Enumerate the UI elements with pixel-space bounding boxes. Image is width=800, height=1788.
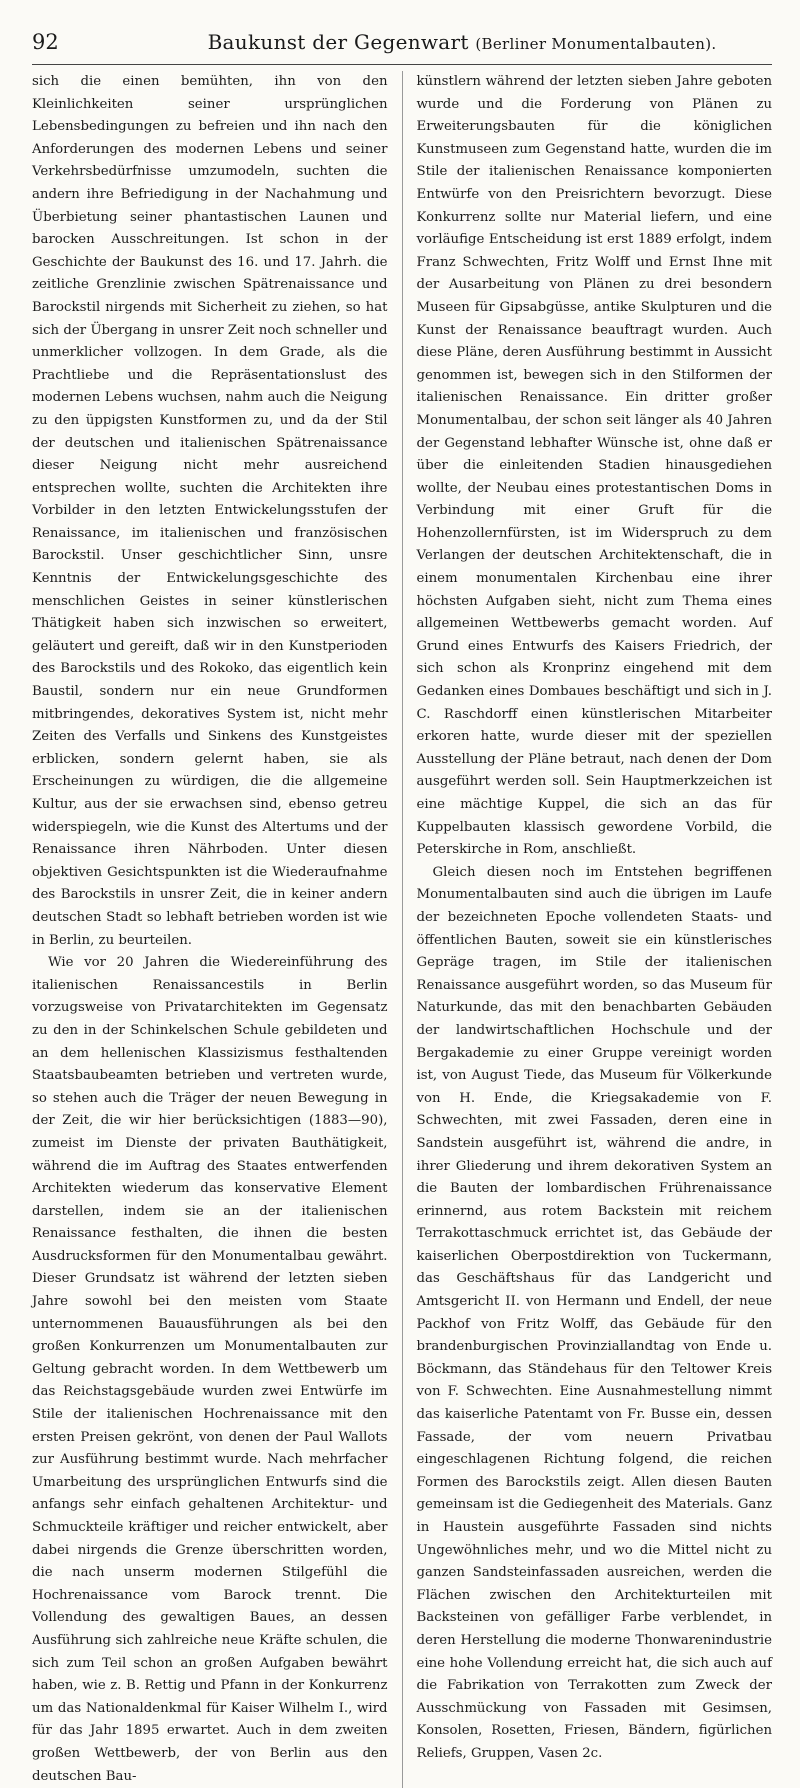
paragraph: sich die einen bemühten, ihn von den Kleinlichkeiten seiner ursprünglichen Lebensbedingungen zu befreien und ihn nach den Anforderungen des modernen Lebens und seiner Verkehrsbedürfnisse umzumodeln, suchten die andern ihre Befriedigung in der Nachahmung und Überbietung seiner phantastischen Launen und barocken Ausschreitungen. Ist schon in der Geschichte der Baukunst des 16. und 17. Jahrh. die zeitliche Grenzlinie zwischen Spätrenaissance und Barockstil nirgends mit Sicherheit zu ziehen, so hat sich der Übergang in unsrer Zeit noch schneller und unmerklicher vollzogen. In dem Grade, als die Prachtliebe und die Repräsentationslust des modernen Lebens wuchsen, nahm auch die Neigung zu den üppigsten Kunstformen zu, und da der Stil der deutschen und italienischen Spätrenaissance dieser Neigung nicht mehr ausreichend entsprechen wollte, suchten die Architekten ihre Vorbilder in den letzten Entwickelungsstufen der Renaissance, im italienischen und französischen Barockstil. Unser geschichtlicher Sinn, unsre Kenntnis der Entwickelungsgeschichte des menschlichen Geistes in seiner künstlerischen Thätigkeit haben sich inzwischen so erweitert, geläutert und gereift, daß wir in den Kunstperioden des Barockstils und des Rokoko, das eigentlich kein Baustil, sondern nur ein neue Grundformen mitbringendes, dekoratives System ist, nicht mehr Zeiten des Verfalls und Sinkens des Kunstgeistes erblicken, sondern gelernt haben, sie als Erscheinungen zu würdigen, die die allgemeine Kultur, aus der sie erwachsen sind, ebenso getreu widerspiegeln, wie die Kunst des Altertums und der Renaissance ihren Nährboden. Unter diesen objektiven Gesichtspunkten ist die Wiederaufnahme des Barockstils in unsrer Zeit, die in keiner andern deutschen Stadt so lebhaft betrieben worden ist wie in Berlin, zu beurteilen.: [32, 74, 388, 948]
right-column: [417, 71, 773, 1788]
paragraph: Gleich diesen noch im Entstehen begriffenen Monumentalbauten sind auch die übrigen im Laufe der bezeichneten Epoche vollendeten Staats- und öffentlichen Bauten, soweit sie ein künstlerisches Gepräge tragen, im Stile der italienischen Renaissance ausgeführt worden, so das Museum für Naturkunde, das mit den benachbarten Gebäuden der landwirtschaftlichen Hochschule und der Bergakademie zu einer Gruppe vereinigt worden ist, von August Tiede, das Museum für Völkerkunde von H. Ende, die Kriegsakademie von F. Schwechten, mit zwei Fassaden, deren eine in Sandstein ausgeführt ist, während die andre, in ihrer Gliederung und ihrem dekorativen System an die Bauten der lombardischen Frührenaissance erinnernd, aus rotem Backstein mit reichem Terrakottaschmuck errichtet ist, das Gebäude der kaiserlichen Oberpostdirektion von Tuckermann, das Geschäftshaus für das Landgericht und Amtsgericht II. von Hermann und Endell, der neue Packhof von Fritz Wolff, das Gebäude für den brandenburgischen Provinziallandtag von Ende u. Böckmann, das Ständehaus für den Teltower Kreis von F. Schwechten. Eine Ausnahmestellung nimmt das kaiserliche Patentamt von Fr. Busse ein, dessen Fassade, der vom neuern Privatbau eingeschlagenen Richtung folgend, die reichen Formen des Barockstils zeigt. Allen diesen Bauten gemeinsam ist die Gediegenheit des Materials. Ganz in Haustein ausgeführte Fassaden sind nichts Ungewöhnliches mehr, und wo die Mittel nicht zu ganzen Sandsteinfassaden ausreichen, werden die Flächen zwischen den Architekturteilen mit Backsteinen von gefälliger Farbe verblendet, in deren Herstellung die moderne Thonwarenindustrie eine hohe Vollendung erreicht hat, die sich auch auf die Fabrikation von Terrakotten zum Zweck der Ausschmückung von Fassaden mit Gesimsen, Konsolen, Rosetten, Friesen, Bändern, figürlichen Reliefs, Gruppen, Vasen 2c.: [416, 864, 773, 1761]
paragraph: Wie vor 20 Jahren die Wiedereinführung des italienischen Renaissancestils in Berlin vorzugsweise von Privatarchitekten im Gegensatz zu den in der Schinkelschen Schule gebildeten und an dem hellenischen Klassizismus festhaltenden Staatsbaubeamten betrieben und vertreten wurde, so stehen auch die Träger der neuen Bewegung in der Zeit, die wir hier berücksichtigen (1883—90), zumeist im Dienste der privaten Bauthätigkeit, während die im Auftrag des Staates entwerfenden Architekten wiederum das konservative Element darstellen, indem sie an der italienischen Renaissance festhalten, die ihnen die besten Ausdrucksformen für den Monumentalbau gewährt. Dieser Grundsatz ist während der letzten sieben Jahre sowohl bei den meisten vom Staate unternommenen Bauausführungen als bei den großen Konkurrenzen um Monumentalbauten zur Geltung gebracht worden. In dem Wettbewerb um das Reichstagsgebäude wurden zwei Entwürfe im Stile der italienischen Hochrenaissance mit den ersten Preisen gekrönt, von denen der Paul Wallots zur Ausführung bestimmt wurde. Nach mehrfacher Umarbeitung des ursprünglichen Entwurfs sind die anfangs sehr einfach gehaltenen Architektur- und Schmuckteile kräftiger und reicher entwickelt, aber dabei nirgends die Grenze überschritten worden, die nach unserm modernen Stilgefühl die Hochrenaissance vom Barock trennt. Die Vollendung des gewaltigen Baues, an dessen Ausführung sich zahlreiche neue Kräfte schulen, die sich zum Teil schon an großen Aufgaben bewährt haben, wie z. B. Rettig und Pfann in der Konkurrenz um das Nationaldenkmal für Kaiser Wilhelm I., wird für das Jahr 1895 erwartet. Auch in dem zweiten großen Wettbewerb, der von Berlin aus den deutschen Bau-: [32, 955, 388, 1784]
running-title-sub: (Berliner Monumentalbauten).: [475, 35, 717, 53]
left-column: [32, 71, 388, 1788]
column-rule: [402, 71, 403, 1788]
paragraph: künstlern während der letzten sieben Jahre geboten wurde und die Forderung von Plänen zu Erweiterungsbauten für die königlichen Kunstmuseen zum Gegenstand hatte, wurden die im Stile der italienischen Renaissance komponierten Entwürfe von den Preisrichtern bevorzugt. Diese Konkurrenz sollte nur Material liefern, und eine vorläufige Entscheidung ist erst 1889 erfolgt, indem Franz Schwechten, Fritz Wolff und Ernst Ihne mit der Ausarbeitung von Plänen zu drei besondern Museen für Gipsabgüsse, antike Skulpturen und die Kunst der Renaissance beauftragt wurden. Auch diese Pläne, deren Ausführung bestimmt in Aussicht genommen ist, bewegen sich in den Stilformen der italienischen Renaissance. Ein dritter großer Monumentalbau, der schon seit länger als 40 Jahren der Gegenstand lebhafter Wünsche ist, ohne daß er über die einleitenden Stadien hinausgediehen wollte, der Neubau eines protestantischen Doms in Verbindung mit einer Gruft für die Hohenzollernfürsten, ist im Widerspruch zu dem Verlangen der deutschen Architektenschaft, die in einem monumentalen Kirchenbau eine ihrer höchsten Aufgaben sieht, nicht zum Thema eines allgemeinen Wettbewerbs gemacht worden. Auf Grund eines Entwurfs des Kaisers Friedrich, der sich schon als Kronprinz eingehend mit dem Gedanken eines Dombaues beschäftigt und sich in J. C. Raschdorff einen künstlerischen Mitarbeiter erkoren hatte, wurde dieser mit der speziellen Ausstellung der Pläne betraut, nach denen der Dom ausgeführt werden soll. Sein Hauptmerkzeichen ist eine mächtige Kuppel, die sich an das für Kuppelbauten klassisch gewordene Vorbild, die Peterskirche in Rom, anschließt.: [416, 74, 773, 858]
page-number: 92: [32, 30, 59, 54]
running-title: [152, 30, 772, 54]
running-title-main: Baukunst der Gegenwart: [207, 30, 469, 54]
text-columns: [32, 71, 772, 1788]
running-header: [32, 30, 772, 65]
